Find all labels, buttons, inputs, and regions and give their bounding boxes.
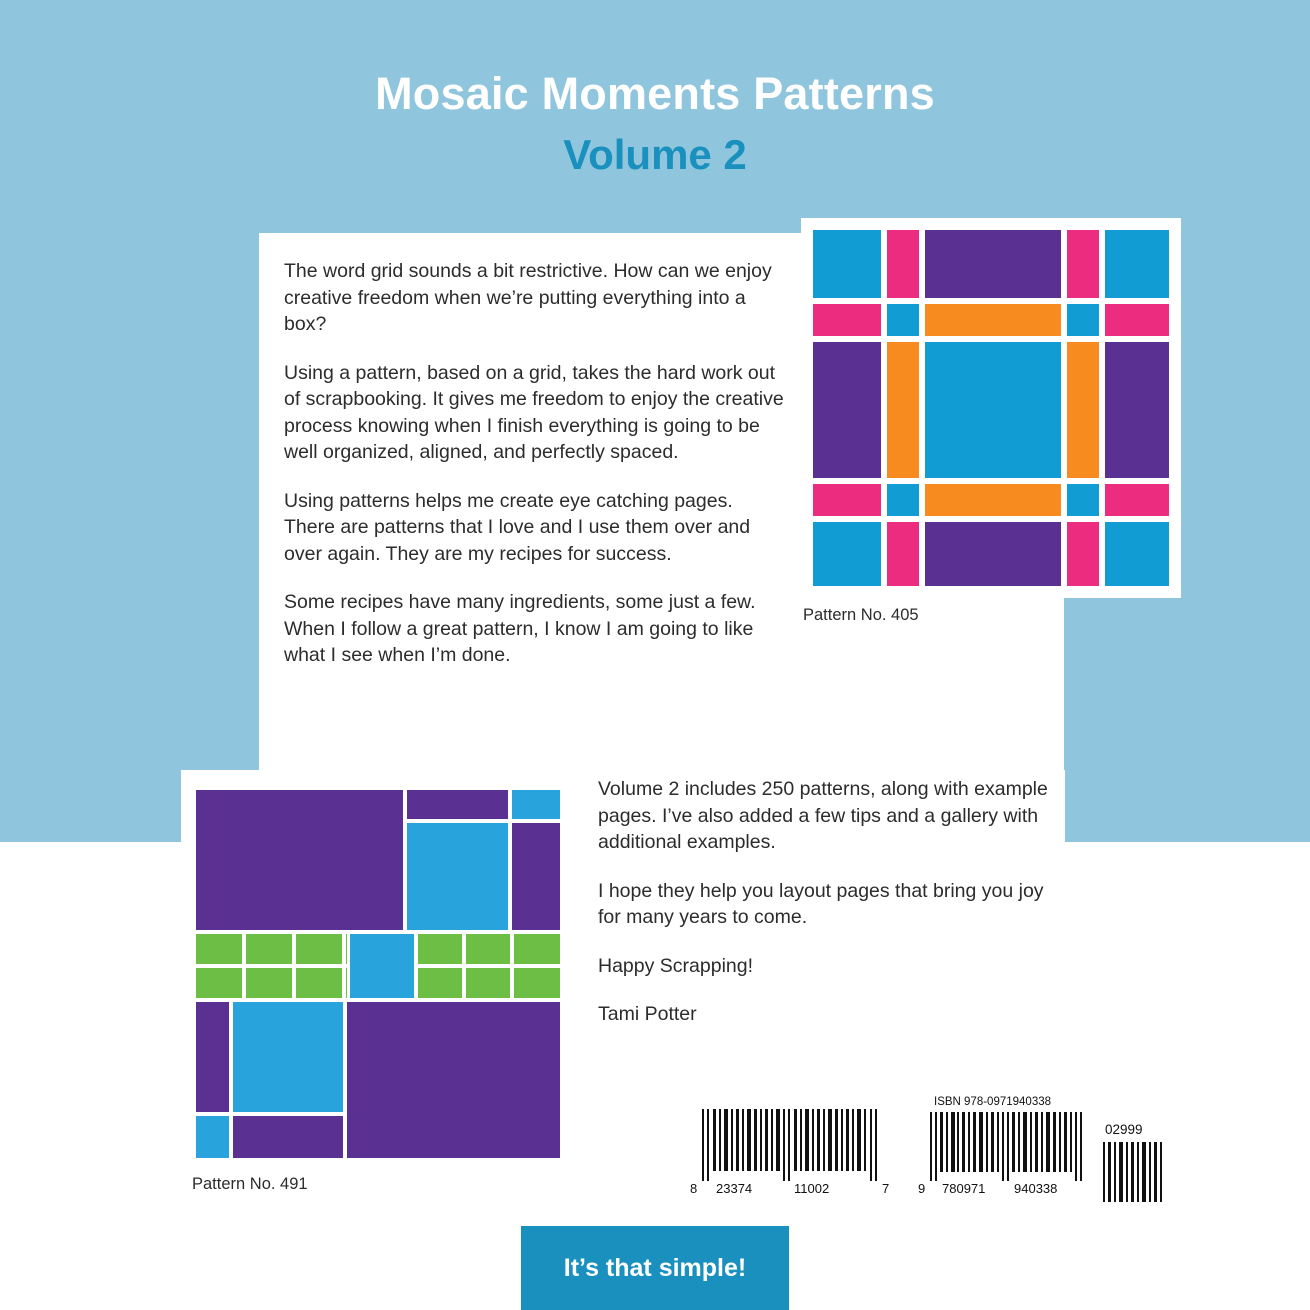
tile (196, 1002, 229, 1112)
tile (813, 522, 881, 586)
pattern-491-caption: Pattern No. 491 (192, 1175, 308, 1193)
author-name: Tami Potter (598, 1003, 697, 1025)
tile (512, 823, 560, 930)
tile (407, 790, 508, 819)
tile (813, 342, 881, 478)
tile (925, 230, 1061, 298)
tile (1067, 484, 1099, 516)
tile (1067, 522, 1099, 586)
tile (1105, 522, 1169, 586)
upc-bars (700, 1109, 880, 1181)
tile (246, 968, 292, 998)
upc-digits (690, 1181, 890, 1197)
tile (1067, 230, 1099, 298)
isbn-digit-group-2: 940338 (1014, 1181, 1058, 1196)
tile (346, 934, 347, 964)
tile (514, 968, 560, 998)
tile (296, 934, 342, 964)
tile (1105, 484, 1169, 516)
price-addon-barcode (1101, 1120, 1163, 1202)
isbn-digit-group-1: 780971 (942, 1181, 986, 1196)
paragraph-1: The word grid sounds a bit restrictive. How can we enjoy creative freedom when we’re putting everything into a box? (284, 260, 772, 335)
tile (233, 1116, 343, 1158)
tile (925, 484, 1061, 516)
tile (925, 304, 1061, 336)
upc-digit-left: 8 (690, 1181, 698, 1196)
tile (1105, 230, 1169, 298)
tile (514, 934, 560, 964)
description-text-column (598, 776, 1048, 1050)
intro-text-column (284, 258, 784, 691)
tagline-banner: It’s that simple! (521, 1226, 789, 1310)
tile (196, 968, 242, 998)
tile (887, 230, 919, 298)
pattern-405-caption: Pattern No. 405 (803, 606, 919, 624)
tile (346, 968, 347, 998)
tile (1067, 304, 1099, 336)
tile (887, 304, 919, 336)
tile (887, 484, 919, 516)
tile (296, 968, 342, 998)
isbn-label: ISBN 978-0971940338 (934, 1096, 1052, 1108)
upc-barcode (690, 1109, 890, 1197)
tile (925, 522, 1061, 586)
tile (512, 790, 560, 819)
tile (925, 342, 1061, 478)
tile (887, 522, 919, 586)
paragraph-4: Some recipes have many ingredients, some just a few. When I follow a great pattern, I know I am going to like what I see when I’m done. (284, 591, 756, 666)
isbn-digit-left: 9 (918, 1181, 926, 1196)
tile (407, 823, 508, 930)
tile (246, 934, 292, 964)
tile (813, 230, 881, 298)
closing-line: Happy Scrapping! (598, 954, 754, 977)
upc-digit-group-1: 23374 (716, 1181, 753, 1196)
pattern-405-grid (813, 230, 1169, 586)
page-title: Mosaic Moments Patterns (375, 68, 935, 119)
upc-digit-group-2: 11002 (794, 1181, 830, 1196)
tile (466, 968, 510, 998)
price-addon-bars (1101, 1142, 1163, 1202)
tile (813, 304, 881, 336)
price-addon-digits: 02999 (1105, 1122, 1143, 1137)
tile (418, 968, 462, 998)
paragraph-6: I hope they help you layout pages that bring you joy for many years to come. (598, 879, 1044, 928)
isbn-bars (928, 1112, 1083, 1181)
tile (347, 1002, 560, 1158)
pattern-491-grid (196, 790, 560, 1158)
tile (418, 934, 462, 964)
isbn-digits (918, 1181, 1083, 1197)
paragraph-5: Volume 2 includes 250 patterns, along with example pages. I’ve also added a few tips and a gallery with additional examples. (598, 778, 1048, 853)
tile (1105, 342, 1169, 478)
isbn-barcode (918, 1112, 1083, 1197)
upc-digit-right: 7 (882, 1181, 890, 1196)
tile (466, 934, 510, 964)
tile (233, 1002, 343, 1112)
tile (196, 1116, 229, 1158)
tile (196, 934, 242, 964)
tile (887, 342, 919, 478)
tile (1067, 342, 1099, 478)
page-subtitle: Volume 2 (563, 131, 747, 178)
tile (196, 790, 403, 930)
paragraph-2: Using a pattern, based on a grid, takes the hard work out of scrapbooking. It gives me freedom to enjoy the creative process knowing when I finish everything is going to be well organized, aligned, and perfectly spaced. (284, 361, 784, 463)
tile (813, 484, 881, 516)
paragraph-3: Using patterns helps me create eye catching pages. There are patterns that I love and I use them over and over again. They are my recipes for success. (284, 489, 751, 565)
tile (1105, 304, 1169, 336)
tile (350, 934, 414, 998)
